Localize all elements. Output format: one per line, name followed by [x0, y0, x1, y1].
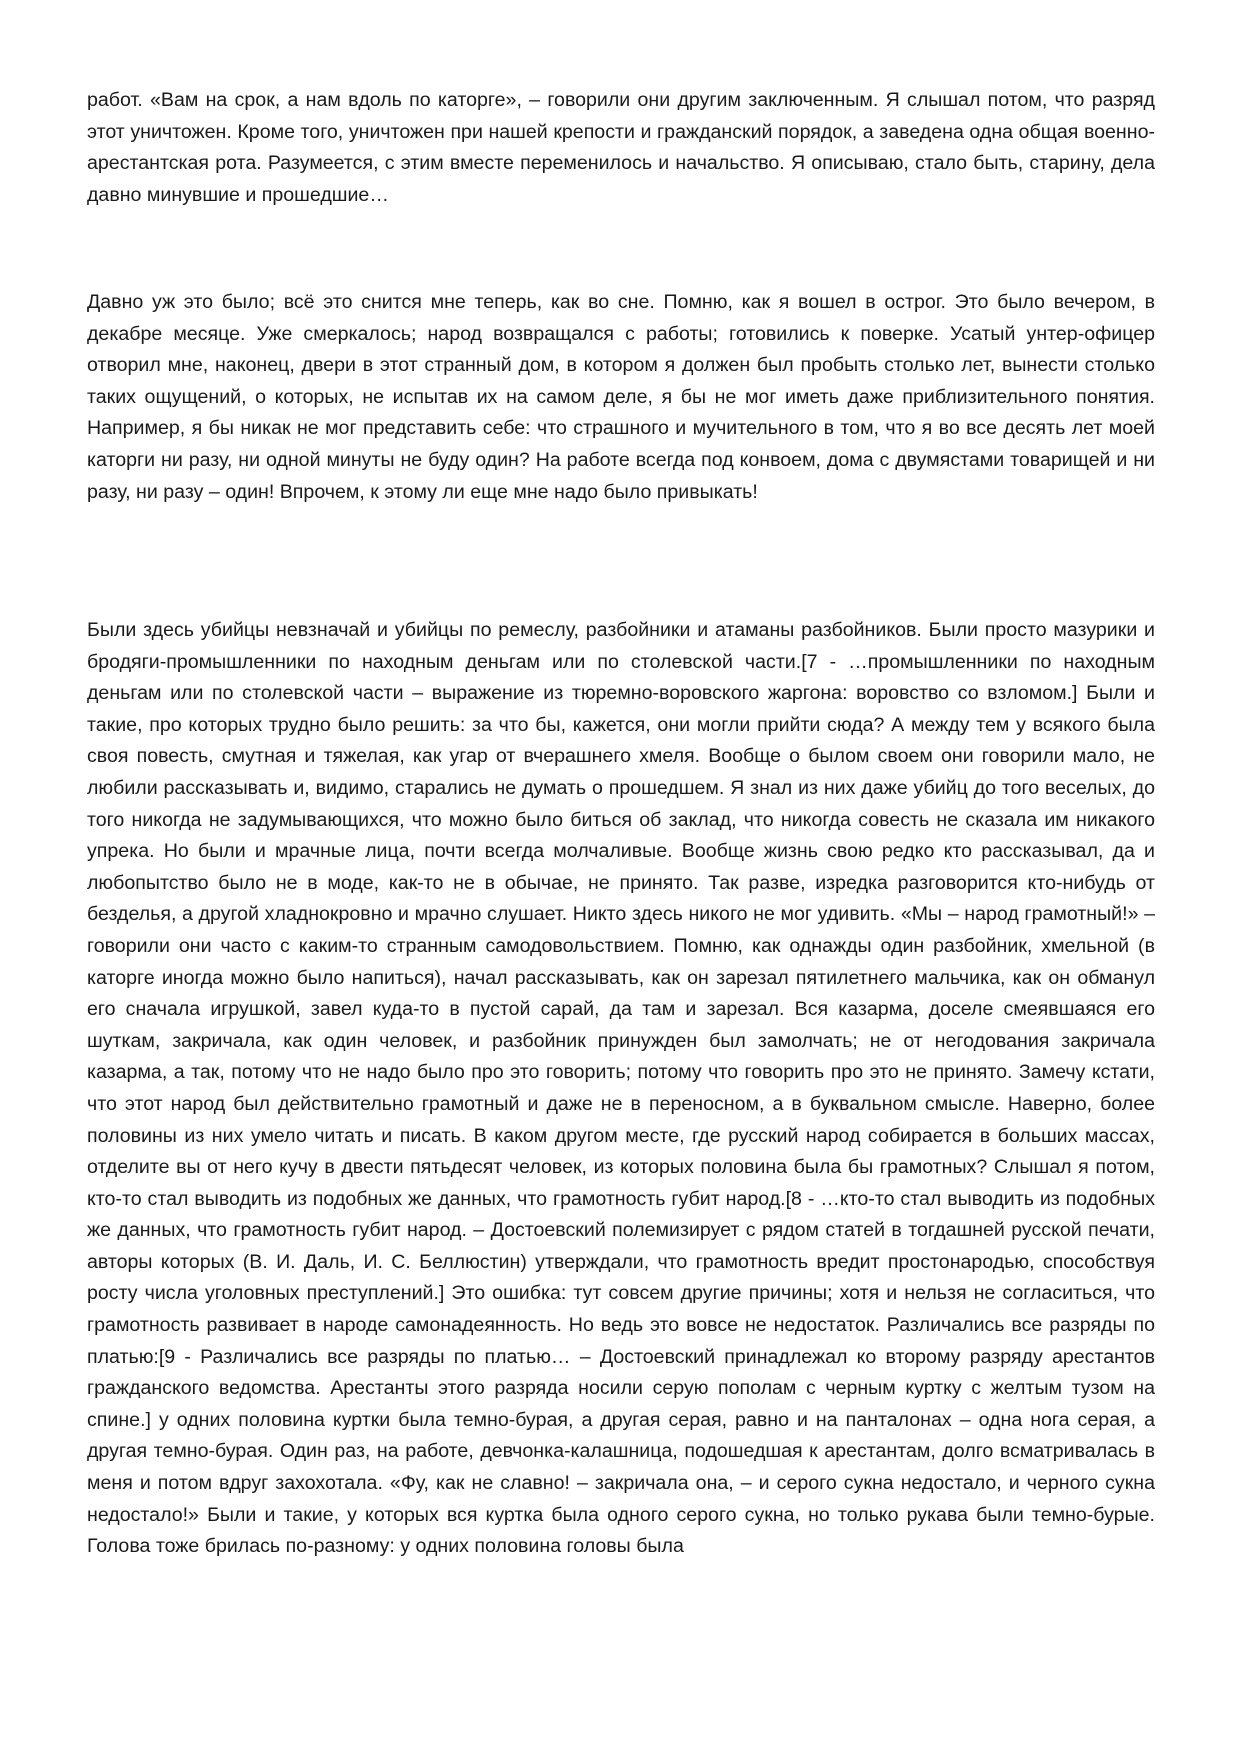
paragraph-3: Были здесь убийцы невзначай и убийцы по ремеслу, разбойники и атаманы разбойников. Были просто мазурики и бродяги-промышленники по находным деньгам или по столевской части.[7 - …промышленники по находным деньгам или по столевской части – выражение из тюремно-воровского жаргона: воровство со взломом.] Были и такие, про которых трудно было решить: за что бы, кажется, они могли прийти сюда? А между тем у всякого была своя повесть, смутная и тяжелая, как угар от вчерашнего хмеля. Вообще о былом своем они говорили мало, не любили рассказывать и, видимо, старались не думать о прошедшем. Я знал из них даже убийц до того веселых, до того никогда не задумывающихся, что можно было биться об заклад, что никогда совесть не сказала им никакого упрека. Но были и мрачные лица, почти всегда молчаливые. Вообще жизнь свою редко кто рассказывал, да и любопытство было не в моде, как-то не в обычае, не принято. Так разве, изредка разговорится кто-нибудь от безделья, а другой хладнокровно и мрачно слушает. Никто здесь никого не мог удивить. «Мы – народ грамотный!» – говорили они часто с каким-то странным самодовольствием. Помню, как однажды один разбойник, хмельной (в каторге иногда можно было напиться), начал рассказывать, как он зарезал пятилетнего мальчика, как он обманул его сначала игрушкой, завел куда-то в пустой сарай, да там и зарезал. Вся казарма, доселе смеявшаяся его шуткам, закричала, как один человек, и разбойник принужден был замолчать; не от негодования закричала казарма, а так, потому что не надо было про это говорить; потому что говорить про это не принято. Замечу кстати, что этот народ был действительно грамотный и даже не в переносном, а в буквальном смысле. Наверно, более половины из них умело читать и писать. В каком другом месте, где русский народ собирается в больших массах, отделите вы от него кучу в двести пятьдесят человек, из которых половина была бы грамотных? Слышал я потом, кто-то стал выводить из подобных же данных, что грамотность губит народ.[8 - …кто-то стал выводить из подобных же данных, что грамотность губит народ. – Достоевский полемизирует с рядом статей в тогдашней русской печати, авторы которых (В. И. Даль, И. С. Беллюстин) утверждали, что грамотность вредит простонародью, способствуя росту числа уголовных преступлений.] Это ошибка: тут совсем другие причины; хотя и нельзя не согласиться, что грамотность развивает в народе самонадеянность. Но ведь это вовсе не недостаток. Различались все разряды по платью:[9 - Различались все разряды по платью… – Достоевский принадлежал ко второму разряду арестантов гражданского ведомства. Арестанты этого разряда носили серую пополам с черным куртку с желтым тузом на спине.] у одних половина куртки была темно-бурая, а другая серая, равно и на панталонах – одна нога серая, а другая темно-бурая. Один раз, на работе, девчонка-калашница, подошедшая к арестантам, долго всматривалась в меня и потом вдруг захохотала. «Фу, как не славно! – закричала она, – и серого сукна недостало, и черного сукна недостало!» Были и такие, у которых вся куртка была одного серого сукна, но только рукава были темно-бурые. Голова тоже брилась по-разному: у одних половина головы была [87, 619, 1155, 1558]
paragraph-2: Давно уж это было; всё это снится мне теперь, как во сне. Помню, как я вошел в острог. Это было вечером, в декабре месяце. Уже смеркалось; народ возвращался с работы; готовились к поверке. Усатый унтер-офицер отворил мне, наконец, двери в этот странный дом, в котором я должен был пробыть столько лет, вынести столько таких ощущений, о которых, не испытав их на самом деле, я бы не мог иметь даже приблизительного понятия. Например, я бы никак не мог представить себе: что страшного и мучительного в том, что я во все десять лет моей каторги ни разу, ни одной минуты не буду один? На работе всегда под конвоем, дома с двумястами товарищей и ни разу, ни разу – один! Впрочем, к этому ли еще мне надо было привыкать! [87, 291, 1155, 503]
paragraph-1: работ. «Вам на срок, а нам вдоль по каторге», – говорили они другим заключенным. Я слышал потом, что разряд этот уничтожен. Кроме того, уничтожен при нашей крепости и гражданский порядок, а заведена одна общая военно-арестантская рота. Разумеется, с этим вместе переменилось и начальство. Я описываю, стало быть, старину, дела давно минувшие и прошедшие… [87, 89, 1155, 206]
